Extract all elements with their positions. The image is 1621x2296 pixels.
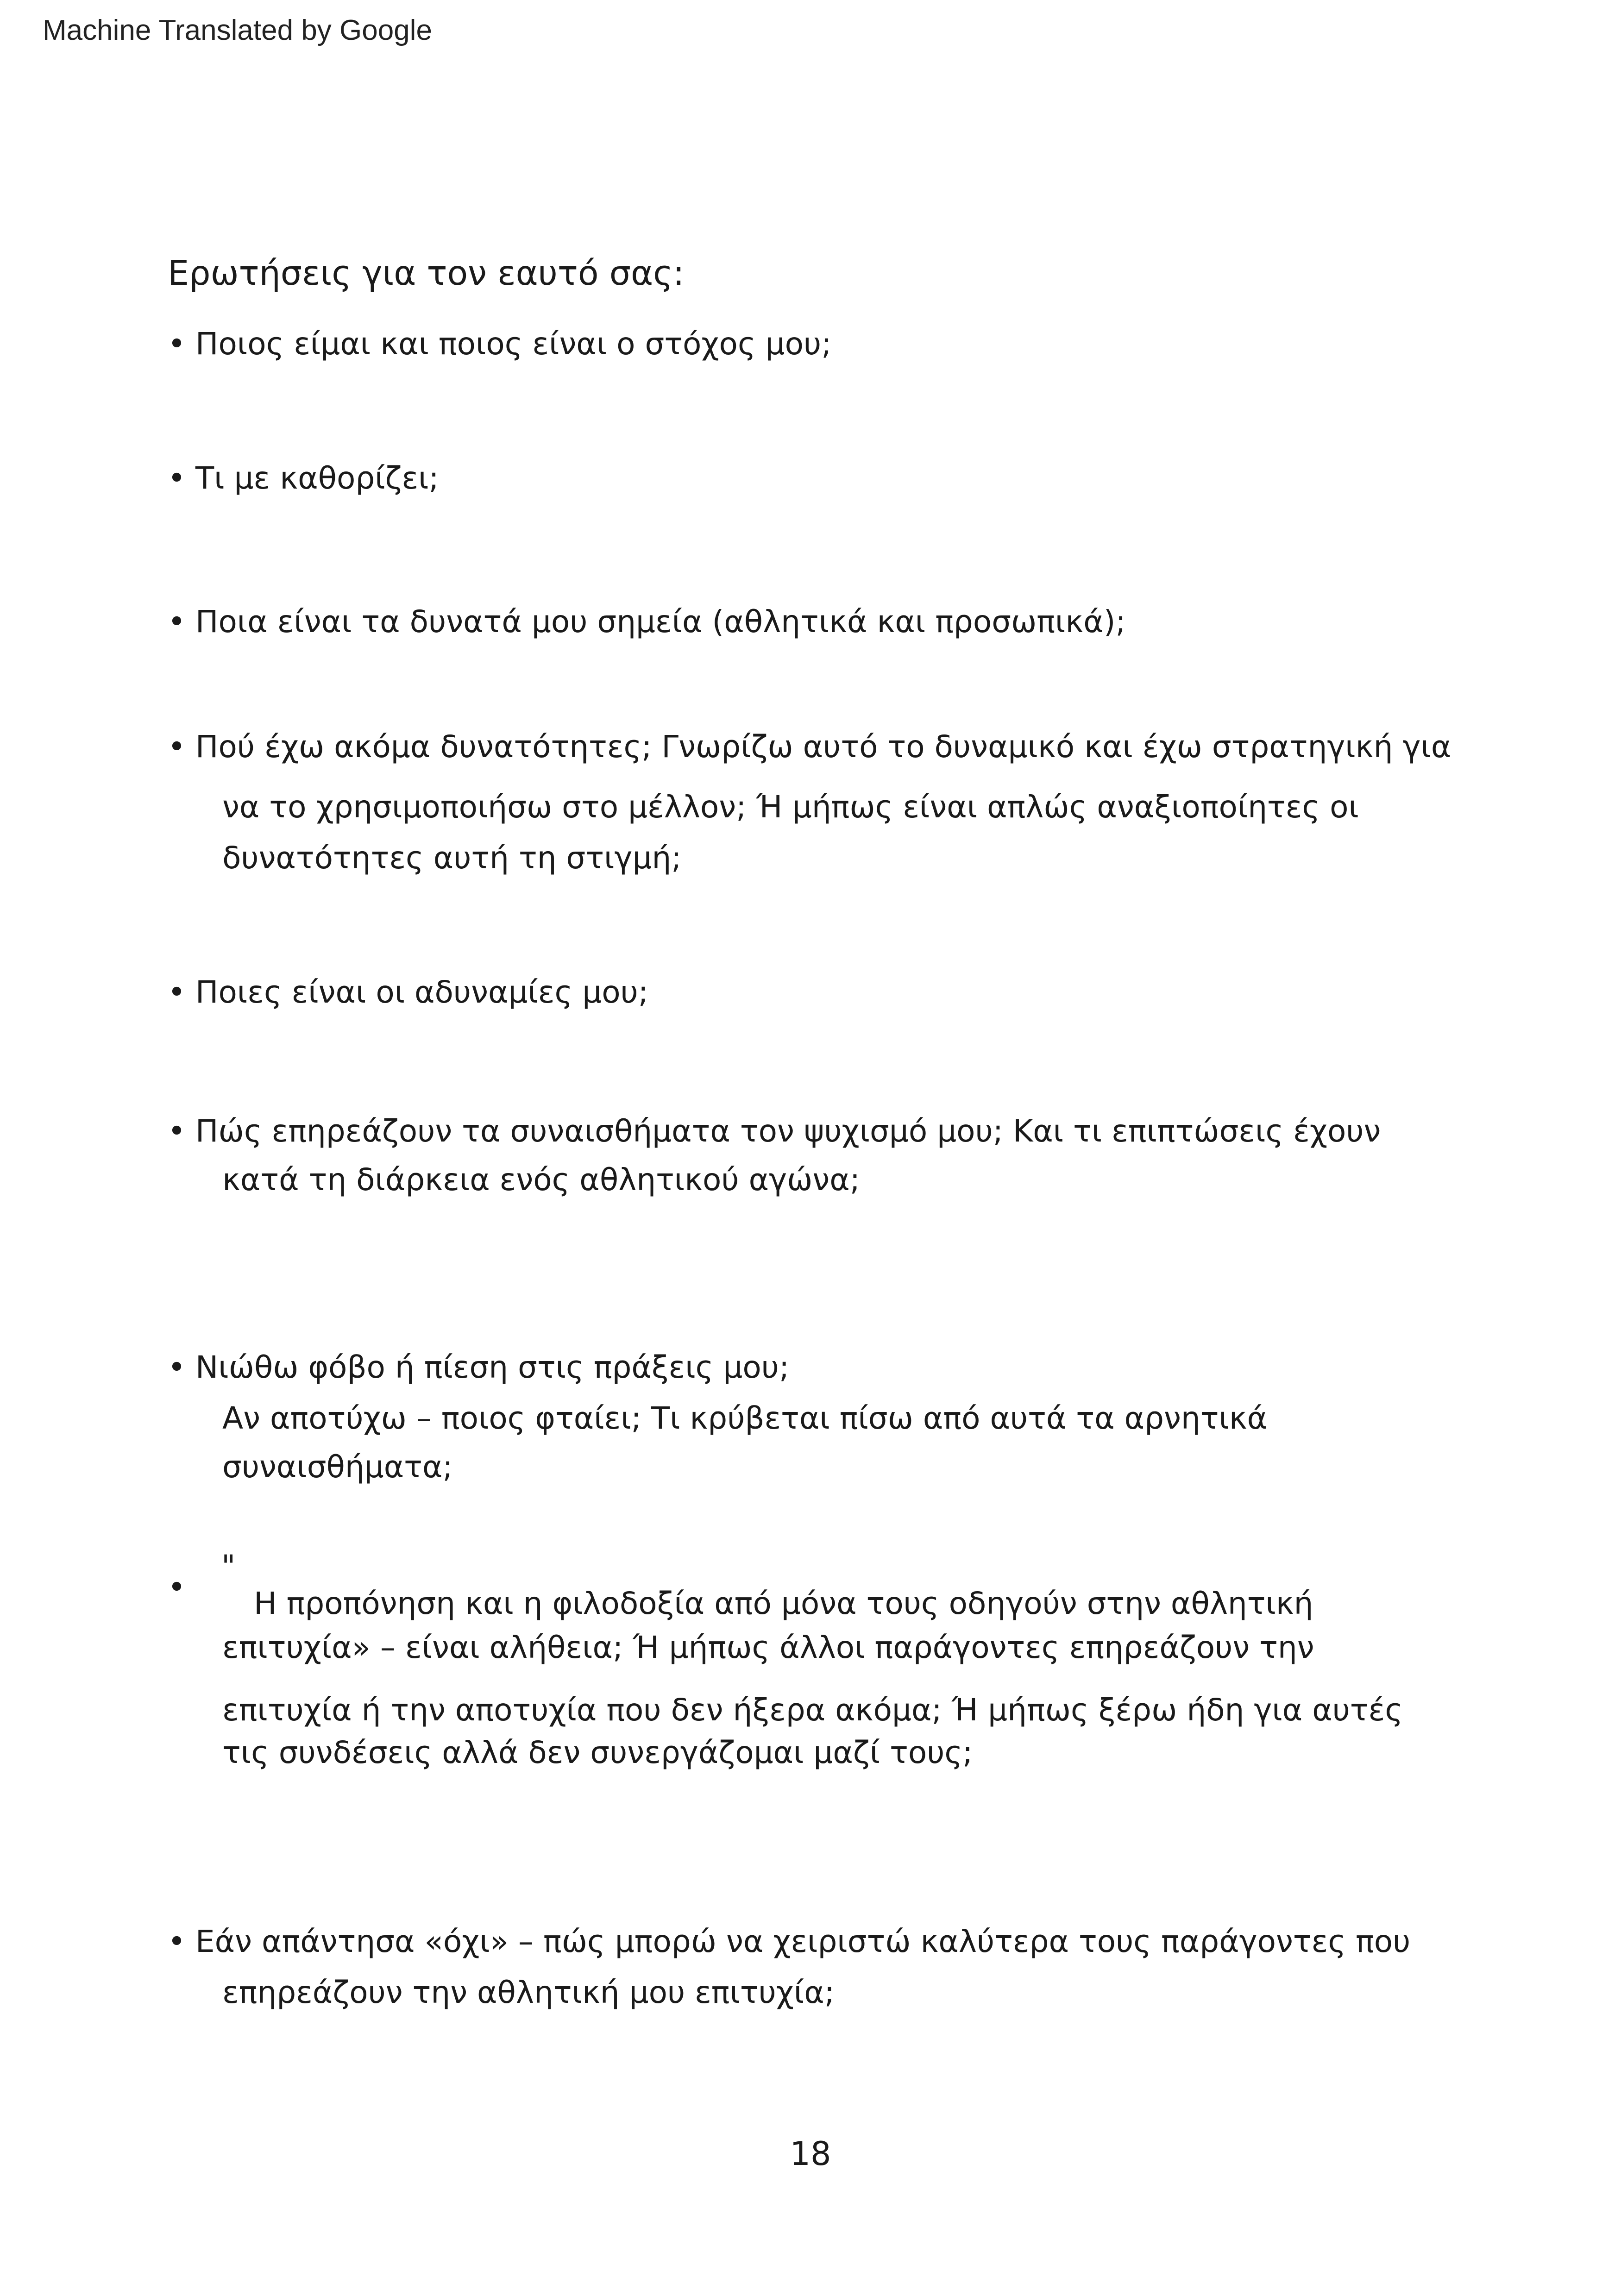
question-4-line-3: δυνατότητες αυτή τη στιγμή; [222, 840, 682, 876]
question-text: Πού έχω ακόμα δυνατότητες; Γνωρίζω αυτό το δυναμικό και έχω στρατηγική για [195, 729, 1451, 765]
machine-translation-banner: Machine Translated by Google [43, 14, 432, 46]
question-text: Τι με καθορίζει; [195, 460, 439, 496]
question-9-line-2: επηρεάζουν την αθλητική μου επιτυχία; [222, 1975, 835, 2010]
question-7-line-2: Αν αποτύχω – ποιος φταίει; Τι κρύβεται πίσω από αυτά τα αρνητικά [222, 1400, 1268, 1436]
question-9 [168, 1926, 1410, 1957]
question-6-line-2: κατά τη διάρκεια ενός αθλητικού αγώνα; [222, 1162, 861, 1198]
question-text: Πώς επηρεάζουν τα συναισθήματα τον ψυχισμό μου; Και τι επιπτώσεις έχουν [195, 1113, 1381, 1149]
question-text: Νιώθω φόβο ή πίεση στις πράξεις μου; [195, 1349, 790, 1385]
question-text: Ποια είναι τα δυνατά μου σημεία (αθλητικά και προσωπικά); [195, 604, 1126, 640]
question-7 [168, 1349, 790, 1385]
question-8-line-1: Η προπόνηση και η φιλοδοξία από μόνα τους οδηγούν στην αθλητική [254, 1586, 1313, 1621]
question-8-bullet: • [168, 1569, 186, 1605]
bullet: • [168, 729, 186, 765]
opening-quote-mark: " [221, 1549, 236, 1584]
question-2 [168, 460, 439, 496]
question-text: Εάν απάντησα «όχι» – πώς μπορώ να χειριστώ καλύτερα τους παράγοντες που [195, 1924, 1411, 1959]
question-8-line-3: επιτυχία ή την αποτυχία που δεν ήξερα ακόμα; Ή μήπως ξέρω ήδη για αυτές [222, 1692, 1403, 1728]
bullet: • [168, 1924, 186, 1959]
question-8-line-2: επιτυχία» – είναι αλήθεια; Ή μήπως άλλοι παράγοντες επηρεάζουν την [222, 1630, 1314, 1665]
question-5 [168, 974, 648, 1010]
bullet: • [168, 1113, 186, 1149]
question-text: Ποιος είμαι και ποιος είναι ο στόχος μου; [195, 326, 832, 362]
question-text: Ποιες είναι οι αδυναμίες μου; [195, 974, 648, 1010]
question-1 [168, 326, 832, 362]
page-number: 18 [790, 2135, 831, 2173]
bullet: • [168, 1349, 186, 1385]
section-heading: Ερωτήσεις για τον εαυτό σας: [168, 254, 685, 293]
question-7-line-3: συναισθήματα; [222, 1449, 453, 1485]
bullet: • [168, 604, 186, 640]
bullet: • [168, 974, 186, 1010]
question-4-line-2: να το χρησιμοποιήσω στο μέλλον; Ή μήπως είναι απλώς αναξιοποίητες οι [222, 789, 1359, 825]
question-8-line-4: τις συνδέσεις αλλά δεν συνεργάζομαι μαζί τους; [222, 1735, 973, 1770]
question-4 [168, 729, 1451, 765]
question-6 [168, 1113, 1381, 1149]
bullet: • [168, 460, 186, 496]
bullet: • [168, 326, 186, 362]
question-3 [168, 604, 1126, 640]
